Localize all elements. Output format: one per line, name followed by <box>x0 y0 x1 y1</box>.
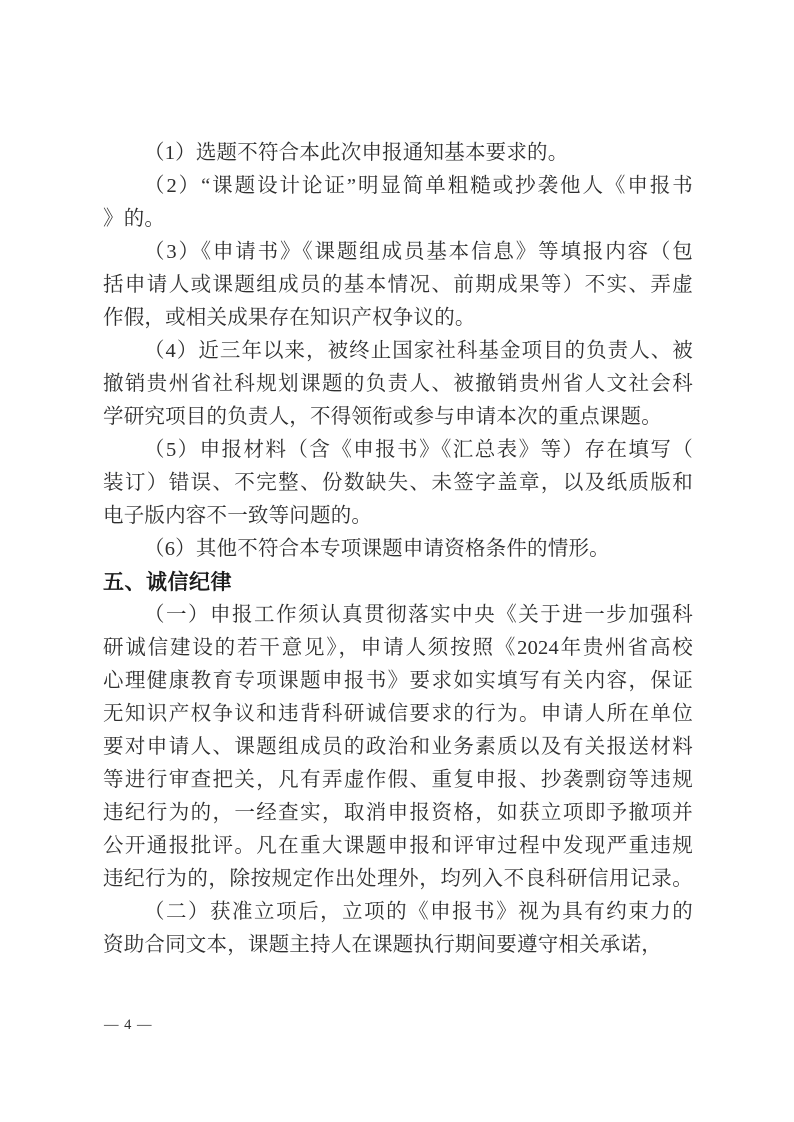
document-body <box>103 137 693 962</box>
text-line: 无知识产权争议和违背科研诚信要求的行为。申请人所在单位 <box>103 703 693 725</box>
text-line: 心理健康教育专项课题申报书》要求如实填写有关内容，保证 <box>103 670 693 692</box>
text-line: （二）获准立项后，立项的《申报书》视为具有约束力的 <box>144 901 693 923</box>
text-line: 要对申请人、课题组成员的政治和业务素质以及有关报送材料 <box>103 736 693 758</box>
text-line: 违纪行为的，一经查实，取消申报资格，如获立项即予撤项并 <box>103 802 693 824</box>
text-line: 违纪行为的，除按规定作出处理外，均列入不良科研信用记录。 <box>103 868 693 890</box>
text-line: 电子版内容不一致等问题的。 <box>103 505 373 527</box>
page-number: — 4 — <box>104 1017 153 1033</box>
text-line: 学研究项目的负责人，不得领衔或参与申请本次的重点课题。 <box>103 406 662 428</box>
text-line: 撤销贵州省社科规划课题的负责人、被撤销贵州省人文社会科 <box>103 373 693 395</box>
text-line: （4）近三年以来，被终止国家社科基金项目的负责人、被 <box>144 340 693 362</box>
text-line: 等进行审查把关，凡有弄虚作假、重复申报、抄袭剽窃等违规 <box>103 769 693 791</box>
text-line: （3）《申请书》《课题组成员基本信息》等填报内容（包 <box>144 241 693 263</box>
text-line: （6）其他不符合本专项课题申请资格条件的情形。 <box>144 538 610 560</box>
text-line: （1）选题不符合本此次申报通知基本要求的。 <box>144 142 569 164</box>
text-line: 》的。 <box>103 208 166 230</box>
text-line: 作假，或相关成果存在知识产权争议的。 <box>103 307 476 329</box>
text-line: （一）申报工作须认真贯彻落实中央《关于进一步加强科 <box>144 604 693 626</box>
text-line: （2）“课题设计论证”明显简单粗糙或抄袭他人《申报书 <box>144 175 693 197</box>
section-heading-integrity-discipline: 五、诚信纪律 <box>103 571 232 594</box>
text-line: 研诚信建设的若干意见》，申请人须按照《2024年贵州省高校 <box>103 637 693 659</box>
text-line: （5）申报材料（含《申报书》《汇总表》等）存在填写（ <box>144 439 693 461</box>
text-line: 括申请人或课题组成员的基本情况、前期成果等）不实、弄虚 <box>103 274 693 296</box>
text-line: 装订）错误、不完整、份数缺失、未签字盖章，以及纸质版和 <box>103 472 693 494</box>
text-line: 公开通报批评。凡在重大课题申报和评审过程中发现严重违规 <box>103 835 693 857</box>
text-line: 资助合同文本，课题主持人在课题执行期间要遵守相关承诺， <box>103 934 662 956</box>
